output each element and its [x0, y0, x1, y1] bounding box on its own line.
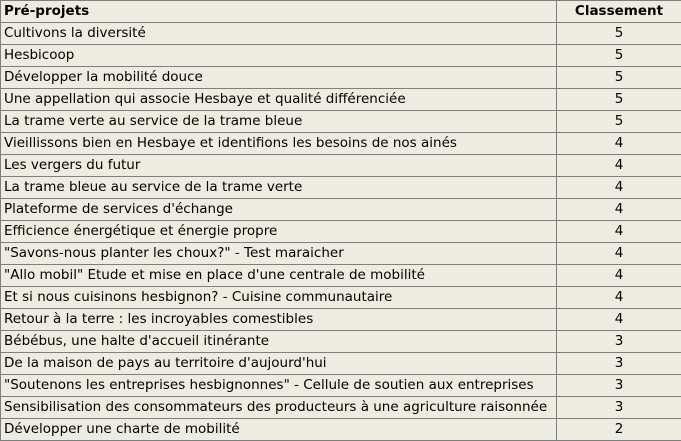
ranking-cell[interactable]: 4 [557, 243, 681, 265]
project-name-cell[interactable]: De la maison de pays au territoire d'aujourd'hui [1, 353, 557, 375]
project-name-cell[interactable]: Efficience énergétique et énergie propre [1, 221, 557, 243]
project-name-cell[interactable]: Une appellation qui associe Hesbaye et qualité différenciée [1, 89, 557, 111]
table-row [1, 287, 681, 309]
ranking-cell[interactable]: 2 [557, 419, 681, 441]
ranking-cell[interactable]: 4 [557, 265, 681, 287]
ranking-cell[interactable]: 4 [557, 133, 681, 155]
header-row [1, 1, 681, 23]
ranking-cell[interactable]: 3 [557, 331, 681, 353]
ranking-cell[interactable]: 5 [557, 45, 681, 67]
ranking-cell[interactable]: 5 [557, 23, 681, 45]
table-row [1, 265, 681, 287]
project-name-cell[interactable]: Cultivons la diversité [1, 23, 557, 45]
ranking-cell[interactable]: 4 [557, 221, 681, 243]
ranking-cell[interactable]: 3 [557, 375, 681, 397]
table-row [1, 397, 681, 419]
project-name-cell[interactable]: "Soutenons les entreprises hesbignonnes" - Cellule de soutien aux entreprises [1, 375, 557, 397]
table-row [1, 45, 681, 67]
table-row [1, 199, 681, 221]
table-row [1, 67, 681, 89]
project-name-cell[interactable]: Retour à la terre : les incroyables comestibles [1, 309, 557, 331]
project-name-cell[interactable]: "Savons-nous planter les choux?" - Test maraicher [1, 243, 557, 265]
table-row [1, 177, 681, 199]
table-row [1, 155, 681, 177]
project-name-cell[interactable]: La trame bleue au service de la trame verte [1, 177, 557, 199]
project-name-cell[interactable]: Plateforme de services d'échange [1, 199, 557, 221]
table-row [1, 331, 681, 353]
ranking-cell[interactable]: 5 [557, 67, 681, 89]
table-row [1, 23, 681, 45]
table-row [1, 111, 681, 133]
ranking-cell[interactable]: 4 [557, 155, 681, 177]
ranking-cell[interactable]: 5 [557, 111, 681, 133]
table-row [1, 353, 681, 375]
table-row [1, 133, 681, 155]
table-row [1, 419, 681, 441]
table-row [1, 309, 681, 331]
project-name-cell[interactable]: "Allo mobil" Etude et mise en place d'une centrale de mobilité [1, 265, 557, 287]
ranking-cell[interactable]: 4 [557, 177, 681, 199]
ranking-cell[interactable]: 4 [557, 199, 681, 221]
project-name-cell[interactable]: La trame verte au service de la trame bleue [1, 111, 557, 133]
project-name-cell[interactable]: Développer une charte de mobilité [1, 419, 557, 441]
table-row [1, 221, 681, 243]
project-name-cell[interactable]: Hesbicoop [1, 45, 557, 67]
project-name-cell[interactable]: Développer la mobilité douce [1, 67, 557, 89]
project-name-cell[interactable]: Les vergers du futur [1, 155, 557, 177]
project-name-cell[interactable]: Sensibilisation des consommateurs des producteurs à une agriculture raisonnée [1, 397, 557, 419]
header-projects[interactable]: Pré-projets [1, 1, 557, 23]
project-name-cell[interactable]: Vieillissons bien en Hesbaye et identifions les besoins de nos ainés [1, 133, 557, 155]
project-name-cell[interactable]: Bébébus, une halte d'accueil itinérante [1, 331, 557, 353]
table-row [1, 243, 681, 265]
project-name-cell[interactable]: Et si nous cuisinons hesbignon? - Cuisine communautaire [1, 287, 557, 309]
ranking-cell[interactable]: 4 [557, 309, 681, 331]
ranking-cell[interactable]: 4 [557, 287, 681, 309]
header-ranking[interactable]: Classement [557, 1, 681, 23]
table-row [1, 375, 681, 397]
table-row [1, 89, 681, 111]
ranking-cell[interactable]: 3 [557, 353, 681, 375]
ranking-cell[interactable]: 5 [557, 89, 681, 111]
ranking-cell[interactable]: 3 [557, 397, 681, 419]
